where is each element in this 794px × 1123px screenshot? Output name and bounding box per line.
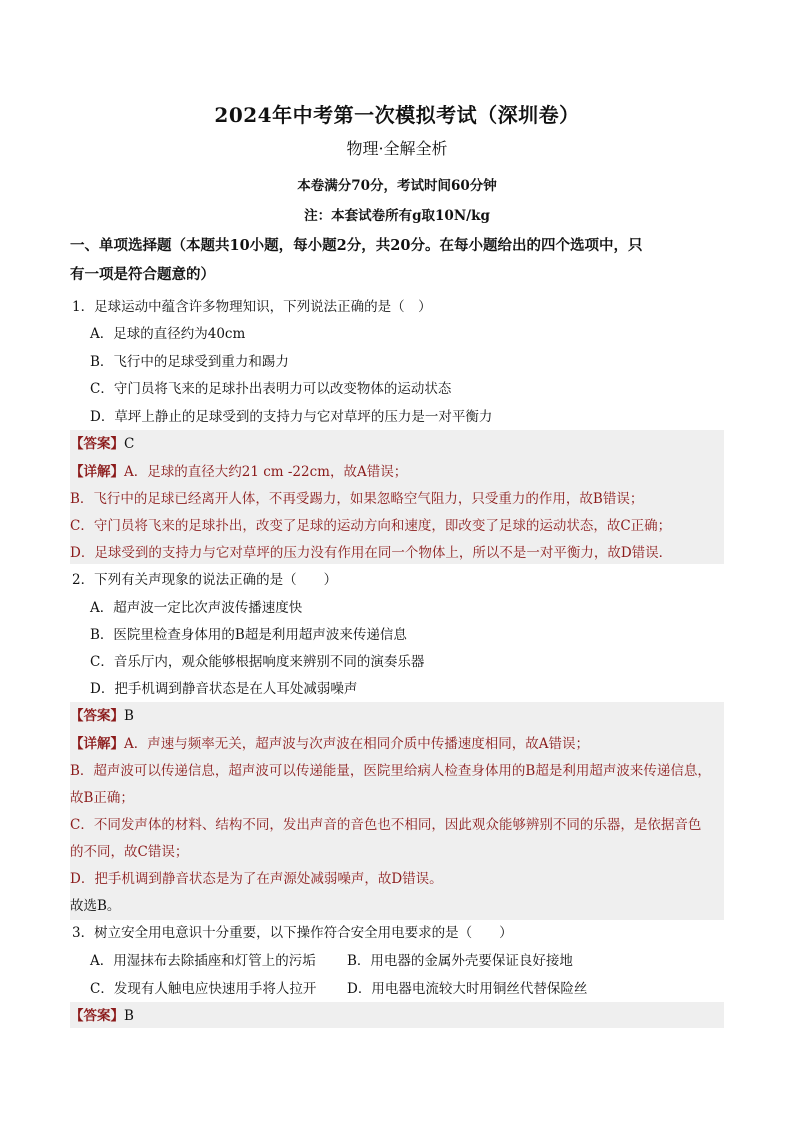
- answer-tag: 【答案】: [70, 1008, 124, 1024]
- answer-value: B: [124, 1008, 134, 1024]
- question-3-option-c: C．发现有人触电应快速用手将人拉开: [90, 981, 317, 997]
- question-2-detail-1: [70, 732, 589, 752]
- section-heading-line1: 一、单项选择题（本题共10小题，每小题2分，共20分。在每小题给出的四个选项中，只: [70, 237, 643, 254]
- question-3-answer: [70, 1004, 134, 1024]
- question-1-detail-1: [70, 460, 407, 480]
- page-title: 2024年中考第一次模拟考试（深圳卷）: [214, 103, 580, 127]
- question-1-detail-3: C．守门员将飞来的足球扑出，改变了足球的运动方向和速度，即改变了足球的运动状态，故C正确；: [70, 518, 672, 534]
- question-1-stem: 1．足球运动中蕴含许多物理知识，下列说法正确的是（ ）: [72, 299, 432, 315]
- question-2-detail-2: B．超声波可以传递信息，超声波可以传递能量，医院里给病人检查身体用的B超是利用超声波来传递信息，: [70, 763, 711, 779]
- question-3-option-d: D．用电器电流较大时用铜丝代替保险丝: [347, 981, 588, 997]
- question-3-option-a: A．用湿抹布去除插座和灯管上的污垢: [90, 953, 316, 969]
- question-1-option-c: C．守门员将飞来的足球扑出表明力可以改变物体的运动状态: [90, 381, 452, 397]
- question-1-option-b: B．飞行中的足球受到重力和踢力: [90, 354, 289, 370]
- question-2-option-b: B．医院里检查身体用的B超是利用超声波来传递信息: [90, 627, 407, 643]
- exam-info-score-time: 本卷满分70分，考试时间60分钟: [297, 178, 497, 194]
- detail-text: A．足球的直径大约21 cm -22cm，故A错误；: [124, 464, 408, 480]
- question-2-detail-7: 故选B。: [70, 898, 121, 914]
- exam-info-note: 注：本套试卷所有g取10N/kg: [304, 208, 490, 224]
- answer-value: C: [124, 436, 135, 452]
- question-2-detail-4: C．不同发声体的材料、结构不同，发出声音的音色也不相同，因此观众能够辨别不同的乐器，是依据音色: [70, 817, 702, 833]
- question-2-detail-6: D．把手机调到静音状态是为了在声源处减弱噪声，故D错误。: [70, 871, 443, 887]
- question-2-answer: [70, 704, 134, 724]
- question-3-option-b: B．用电器的金属外壳要保证良好接地: [347, 953, 573, 969]
- question-1-option-d: D．草坪上静止的足球受到的支持力与它对草坪的压力是一对平衡力: [90, 409, 493, 425]
- question-1-option-a: A．足球的直径约为40cm: [90, 326, 246, 342]
- answer-tag: 【答案】: [70, 436, 124, 452]
- question-2-stem: 2．下列有关声现象的说法正确的是（ ）: [72, 572, 338, 588]
- detail-tag: 【详解】: [70, 464, 124, 480]
- question-2-detail-5: 的不同，故C错误；: [70, 844, 189, 860]
- answer-value: B: [124, 708, 134, 724]
- page-subtitle: 物理·全解全析: [346, 139, 448, 158]
- question-2-option-d: D．把手机调到静音状态是在人耳处减弱噪声: [90, 681, 358, 697]
- question-3-stem: 3．树立安全用电意识十分重要，以下操作符合安全用电要求的是（ ）: [72, 925, 513, 941]
- answer-tag: 【答案】: [70, 708, 124, 724]
- question-1-detail-4: D．足球受到的支持力与它对草坪的压力没有作用在同一个物体上，所以不是一对平衡力，故D错误．: [70, 545, 673, 561]
- detail-tag: 【详解】: [70, 736, 124, 752]
- detail-text: A．声速与频率无关，超声波与次声波在相同介质中传播速度相同，故A错误；: [124, 736, 589, 752]
- question-2-option-c: C．音乐厅内，观众能够根据响度来辨别不同的演奏乐器: [90, 654, 425, 670]
- section-heading-line2: 有一项是符合题意的）: [70, 266, 215, 283]
- question-1-detail-2: B．飞行中的足球已经离开人体，不再受踢力，如果忽略空气阻力，只受重力的作用，故B错误；: [70, 491, 644, 507]
- question-1-answer: [70, 432, 134, 452]
- question-2-detail-3: 故B正确；: [70, 790, 134, 806]
- question-2-option-a: A．超声波一定比次声波传播速度快: [90, 600, 303, 616]
- question-3-answer-box: [70, 1002, 724, 1028]
